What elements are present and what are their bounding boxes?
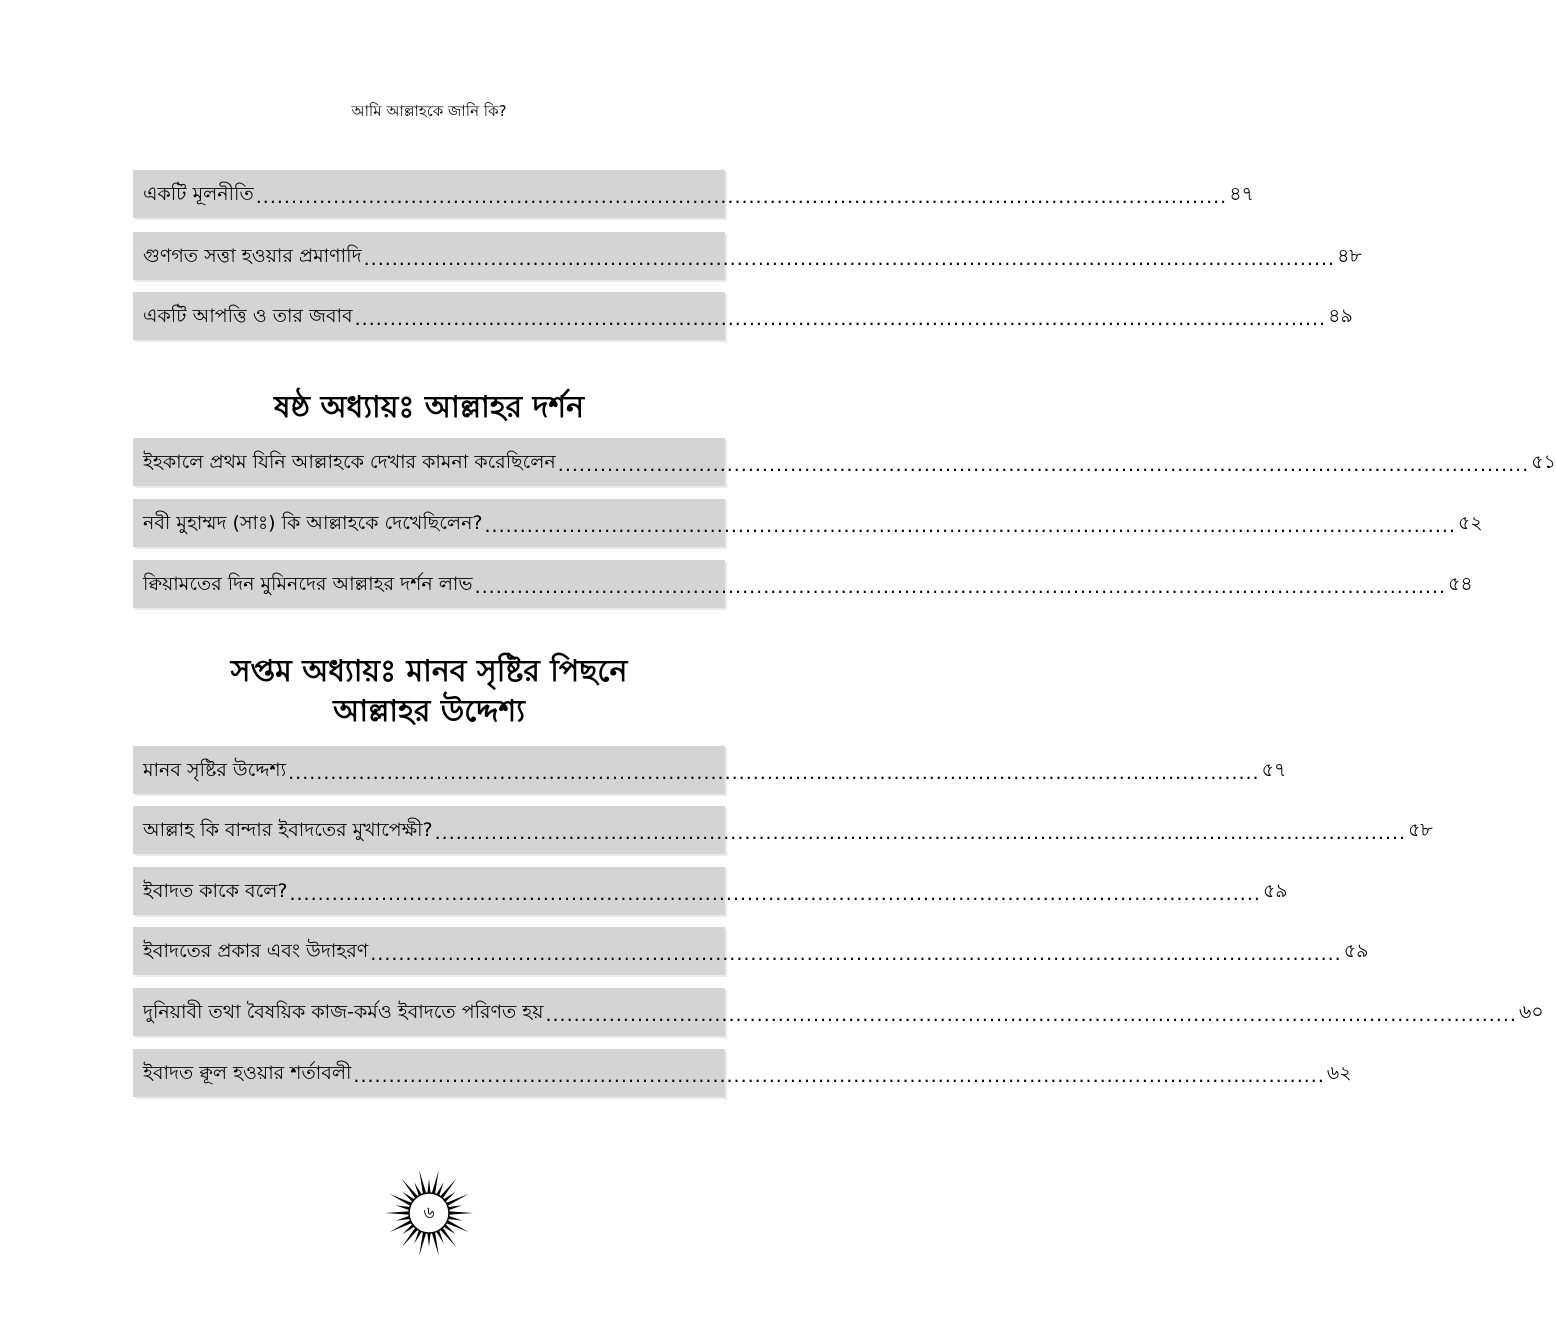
toc-entry-page: ৬২ xyxy=(1326,1061,1352,1084)
toc-entry-page: ৫১ xyxy=(1531,450,1556,473)
leader-dots: .......................................................................................................................................... xyxy=(484,514,1456,537)
leader-dots: .......................................................................................................................................... xyxy=(363,247,1336,270)
leader-dots: .......................................................................................................................................... xyxy=(545,1003,1517,1026)
toc-entry[interactable] xyxy=(133,232,1362,280)
leader-dots: .......................................................................................................................................... xyxy=(370,942,1342,965)
toc-entry[interactable] xyxy=(133,560,1473,608)
toc-entry-page: ৪৭ xyxy=(1229,182,1254,205)
toc-entry-title: আল্লাহ কি বান্দার ইবাদতের মুখাপেক্ষী? xyxy=(143,818,433,841)
toc-entry[interactable] xyxy=(133,806,1433,854)
leader-dots: .......................................................................................................................................... xyxy=(288,761,1260,784)
toc-entry-page: ৫৯ xyxy=(1343,939,1369,962)
leader-dots: .......................................................................................................................................... xyxy=(434,821,1407,844)
toc-entry-title: ইবাদত ক্বূল হওয়ার শর্তাবলী xyxy=(143,1061,352,1084)
leader-dots: .......................................................................................................................................... xyxy=(353,1064,1325,1087)
leader-dots: .......................................................................................................................................... xyxy=(474,575,1447,598)
toc-entry-title: একটি মূলনীতি xyxy=(143,182,254,205)
toc-entry-title: ক্বিয়ামতের দিন মুমিনদের আল্লাহর দর্শন লাভ xyxy=(143,572,473,595)
toc-entry[interactable] xyxy=(133,292,1353,340)
toc-entry-title: একটি আপত্তি ও তার জবাব xyxy=(143,304,353,327)
running-header: আমি আল্লাহকে জানি কি? xyxy=(351,102,507,120)
toc-entry-title: ইহকালে প্রথম যিনি আল্লাহকে দেখার কামনা করেছিলেন xyxy=(143,450,556,473)
toc-entry-title: ইবাদত কাকে বলে? xyxy=(143,879,288,902)
toc-entry[interactable] xyxy=(133,499,1483,547)
chapter-6-heading: ষষ্ঠ অধ্যায়ঃ আল্লাহর দর্শন xyxy=(274,390,584,425)
toc-entry[interactable] xyxy=(133,988,1544,1036)
toc-entry-page: ৫৪ xyxy=(1448,572,1473,595)
chapter-7-heading-line1: সপ্তম অধ্যায়ঃ মানব সৃষ্টির পিছনে xyxy=(230,654,628,689)
toc-entry-page: ৬০ xyxy=(1518,1000,1544,1023)
page-number: ৬ xyxy=(423,1203,435,1223)
toc-entry-title: নবী মুহাম্মদ (সাঃ) কি আল্লাহকে দেখেছিলেন? xyxy=(143,511,483,534)
leader-dots: .......................................................................................................................................... xyxy=(289,882,1261,905)
leader-dots: .......................................................................................................................................... xyxy=(255,185,1228,208)
toc-entry[interactable] xyxy=(133,170,1254,218)
toc-entry-page: ৫৮ xyxy=(1408,818,1433,841)
page-number-ornament xyxy=(384,1168,474,1258)
toc-entry-title: ইবাদতের প্রকার এবং উদাহরণ xyxy=(143,939,369,962)
toc-entry[interactable] xyxy=(133,927,1369,975)
toc-entry[interactable] xyxy=(133,746,1287,794)
toc-entry-title: দুনিয়াবী তথা বৈষয়িক কাজ-কর্মও ইবাদতে পরিণত হয় xyxy=(143,1000,544,1023)
toc-entry-page: ৫৭ xyxy=(1261,758,1287,781)
chapter-7-heading xyxy=(0,652,858,732)
toc-entry[interactable] xyxy=(133,438,1556,486)
toc-entry-title: গুণগত সত্তা হওয়ার প্রমাণাদি xyxy=(143,244,362,267)
chapter-7-heading-line2: আল্লাহর উদ্দেশ্য xyxy=(333,694,525,729)
toc-entry-page: ৫২ xyxy=(1457,511,1483,534)
toc-entry-page: ৫৯ xyxy=(1262,879,1288,902)
toc-entry-page: ৪৮ xyxy=(1337,244,1362,267)
toc-entry[interactable] xyxy=(133,1049,1352,1097)
leader-dots: .......................................................................................................................................... xyxy=(354,307,1327,330)
toc-entry[interactable] xyxy=(133,867,1288,915)
leader-dots: .......................................................................................................................................... xyxy=(557,453,1530,476)
toc-entry-page: ৪৯ xyxy=(1328,304,1353,327)
toc-entry-title: মানব সৃষ্টির উদ্দেশ্য xyxy=(143,758,287,781)
